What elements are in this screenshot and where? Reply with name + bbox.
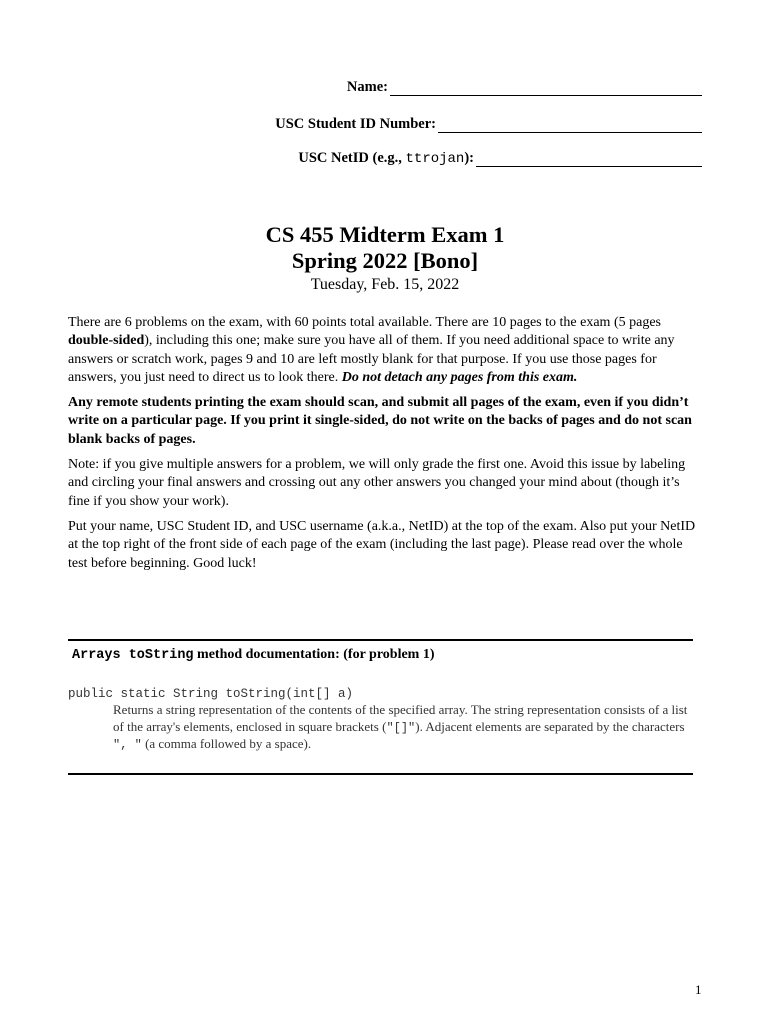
- exam-title: CS 455 Midterm Exam 1: [265, 222, 505, 247]
- method-description: Returns a string representation of the contents of the specified array. The string representation consists of a list of the array's elements, enclosed in square brackets ("[]"). Adjacent elements are separated by the characters ", " (a comma followed by a space).: [113, 702, 688, 753]
- exam-term: Spring 2022 [Bono]: [291, 248, 479, 273]
- name-field: [347, 76, 702, 96]
- instructions-paragraph-4: Put your name, USC Student ID, and USC username (a.k.a., NetID) at the top of the exam. Also put your NetID at the top right of the front side of each page of the exam (including the last page). Please read over the whole test before beginning. Good luck!: [68, 518, 696, 571]
- netid-field: [298, 147, 702, 167]
- divider-bottom: [68, 773, 693, 775]
- instructions-paragraph-1: There are 6 problems on the exam, with 60 points total available. There are 10 pages to the exam (5 pages double-sided), including this one; make sure you have all of them. If you need additional space to write any answers or scratch work, pages 9 and 10 are left mostly blank for that purpose. If you use those pages for answers, you just need to direct us to look there. Do not detach any pages from this exam.: [68, 315, 675, 385]
- netid-blank-line: [476, 149, 702, 167]
- name-blank-line: [390, 78, 702, 96]
- netid-example: ttrojan: [405, 151, 465, 167]
- name-label: Name:: [346, 79, 388, 95]
- netid-label: USC NetID (e.g., ttrojan):: [298, 150, 474, 167]
- page-number: 1: [695, 982, 702, 997]
- exam-date: Tuesday, Feb. 15, 2022: [310, 276, 460, 293]
- student-id-label: USC Student ID Number:: [275, 116, 436, 132]
- divider-top: [68, 639, 693, 641]
- method-signature: public static String toString(int[] a): [68, 687, 354, 701]
- student-id-blank-line: [438, 115, 702, 133]
- student-id-field: [275, 113, 702, 133]
- instructions-paragraph-3: Note: if you give multiple answers for a problem, we will only grade the first one. Avoid this issue by labeling and circling your final answers and crossing out any other answers you changed your mind about (though it’s fine if you show your work).: [68, 457, 686, 509]
- instructions-paragraph-2: Any remote students printing the exam should scan, and submit all pages of the exam, even if you didn’t write on a particular page. If you print it single-sided, do not write on the backs of pages and do not scan blank backs of pages.: [68, 395, 692, 447]
- doc-heading: Arrays toString method documentation: (for problem 1): [72, 647, 435, 663]
- instructions: [68, 314, 696, 580]
